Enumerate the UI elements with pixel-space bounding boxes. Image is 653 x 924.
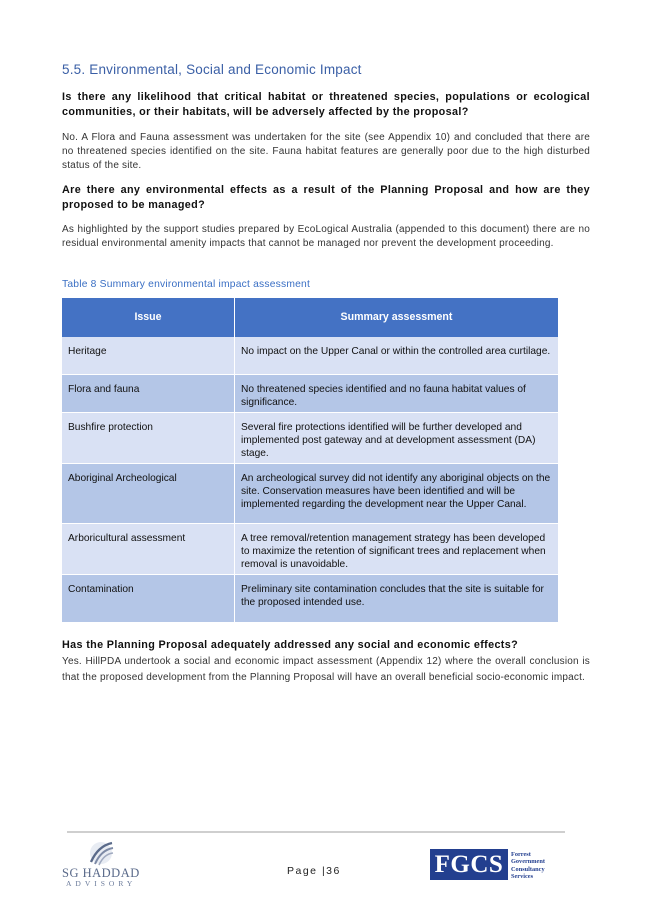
- question-social-economic: Has the Planning Proposal adequately addressed any social and economic effects?: [62, 639, 519, 651]
- summary-cell: Several fire protections identified will be further developed and implemented post gateway and at development assessment (DA) stage.: [235, 412, 559, 463]
- summary-cell: No threatened species identified and no fauna habitat values of significance.: [235, 374, 559, 412]
- page-number: Page |36: [287, 865, 341, 877]
- fgcs-line: Consultancy: [511, 865, 545, 873]
- summary-cell: Preliminary site contamination concludes that the site is suitable for the proposed intended use.: [235, 574, 559, 622]
- fgcs-line: Forrest: [511, 851, 531, 858]
- question-habitat: Is there any likelihood that critical habitat or threatened species, populations or ecological communities, or their habitats, will be adversely affected by the proposal?: [62, 91, 590, 118]
- summary-cell: No impact on the Upper Canal or within the controlled area curtilage.: [235, 337, 559, 374]
- header-issue: Issue: [62, 298, 235, 337]
- issue-cell: Contamination: [62, 574, 235, 622]
- answer-social-economic: Yes. HillPDA undertook a social and economic impact assessment (Appendix 12) where the overall conclusion is that the proposed development from the Planning Proposal will have an overall beneficial socio-economic impact.: [62, 656, 590, 683]
- answer-environmental-effects: As highlighted by the support studies prepared by EcoLogical Australia (appended to this document) there are no residual environmental amenity impacts that cannot be managed nor prevent the development proceeding.: [62, 224, 590, 249]
- issue-cell: Heritage: [62, 337, 235, 374]
- table-row: [62, 463, 558, 523]
- table-caption: Table 8 Summary environmental impact assessment: [62, 279, 311, 290]
- table-header-row: [62, 298, 558, 337]
- fgcs-line: Services: [511, 872, 534, 880]
- impact-assessment-table: [62, 298, 558, 623]
- sg-haddad-logo-name: SG HADDAD: [62, 866, 140, 880]
- issue-cell: Flora and fauna: [62, 374, 235, 412]
- fgcs-logo: FGCS: [430, 849, 508, 880]
- header-summary: Summary assessment: [235, 298, 559, 337]
- fgcs-logo-text: [511, 851, 545, 880]
- table-row: [62, 412, 558, 463]
- table-row: [62, 574, 558, 622]
- footer-divider: [67, 831, 565, 833]
- table-row: [62, 523, 558, 574]
- issue-cell: Arboricultural assessment: [62, 523, 235, 574]
- answer-habitat: No. A Flora and Fauna assessment was undertaken for the site (see Appendix 10) and concluded that there are no threatened species identified on the site. Fauna habitat features are generally poor due to the high disturbed status of the site.: [62, 132, 590, 171]
- sg-haddad-logo-sub: ADVISORY: [66, 879, 137, 888]
- issue-cell: Bushfire protection: [62, 412, 235, 463]
- fgcs-line: Government: [511, 858, 545, 866]
- section-heading: 5.5. Environmental, Social and Economic Impact: [62, 62, 362, 77]
- question-environmental-effects: Are there any environmental effects as a result of the Planning Proposal and how are they proposed to be managed?: [62, 184, 590, 211]
- summary-cell: An archeological survey did not identify any aboriginal objects on the site. Conservation measures have been identified and will be implemented regarding the development near the Upper Canal.: [235, 463, 559, 523]
- table-row: [62, 337, 558, 374]
- issue-cell: Aboriginal Archeological: [62, 463, 235, 523]
- summary-cell: A tree removal/retention management strategy has been developed to maximize the retention of significant trees and replacement when removal is unavoidable.: [235, 523, 559, 574]
- table-row: [62, 374, 558, 412]
